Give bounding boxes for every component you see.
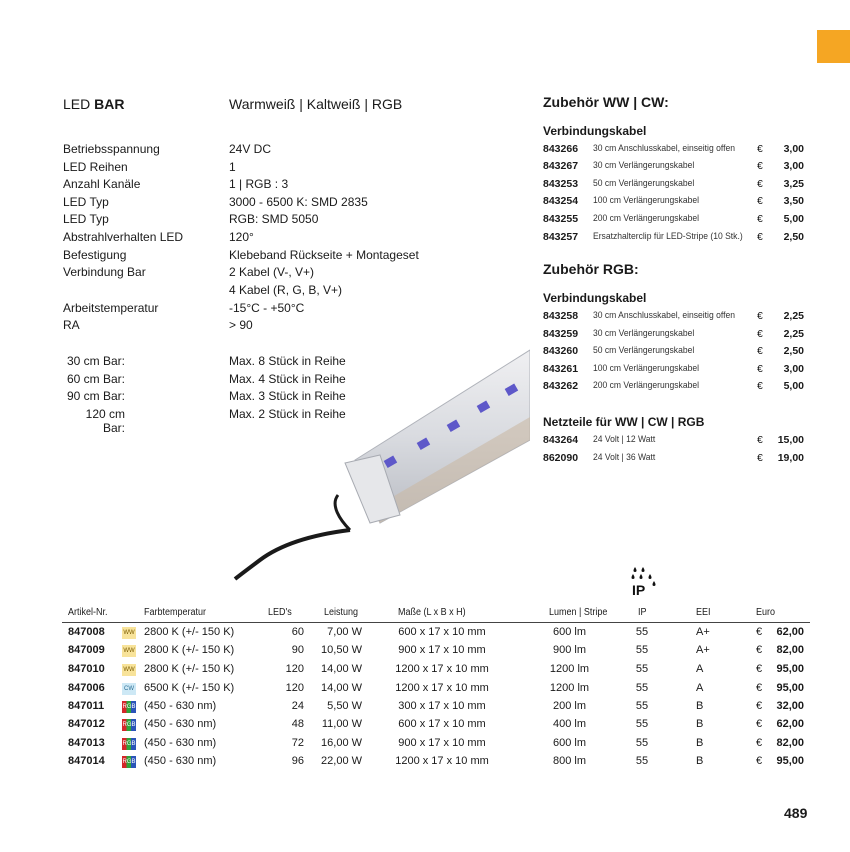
col-power-header: Leistung	[324, 607, 359, 618]
accessory-desc: 50 cm Verlängerungskabel	[593, 178, 695, 189]
table-row	[62, 680, 810, 698]
power: 16,00 W	[321, 737, 362, 749]
currency: €	[757, 143, 763, 155]
color-temp: (450 - 630 nm)	[144, 755, 217, 767]
led-count: 48	[291, 718, 304, 730]
table-row	[62, 753, 810, 771]
col-lumen-header: Lumen | Stripe	[549, 607, 608, 618]
ip-rating: 55	[635, 755, 649, 767]
accessory-price: 5,00	[783, 380, 804, 392]
ip-rating: 55	[635, 718, 649, 730]
power: 14,00 W	[321, 682, 362, 694]
price: 95,00	[776, 682, 804, 694]
col-color-temp-header: Farbtemperatur	[144, 607, 207, 618]
spec-label: Verbindung Bar	[63, 265, 146, 279]
currency: €	[757, 452, 763, 464]
power-supply-price: 15,00	[777, 434, 804, 446]
currency: €	[756, 718, 763, 730]
spec-row	[63, 212, 463, 228]
eei: A	[696, 682, 704, 694]
eei: B	[696, 700, 704, 712]
accessory-desc: 200 cm Verlängerungskabel	[593, 213, 700, 224]
article-number: 847014	[68, 755, 105, 767]
lumen: 1200 lm	[549, 663, 590, 675]
spec-row	[63, 283, 463, 299]
dimensions: 300 x 17 x 10 mm	[398, 700, 486, 712]
accessory-price: 3,00	[783, 363, 804, 375]
currency: €	[757, 160, 763, 172]
col-leds-header: LED's	[268, 607, 292, 618]
color-temp: (450 - 630 nm)	[144, 737, 217, 749]
color-badge: RGB	[122, 756, 136, 768]
price: 32,00	[776, 700, 804, 712]
col-euro-header: Euro	[756, 607, 776, 618]
accessories-ww-cw-subheading: Verbindungskabel	[543, 124, 647, 138]
power-supply-article: 862090	[543, 452, 579, 464]
bar-limit-value: Max. 8 Stück in Reihe	[229, 354, 346, 368]
table-row	[62, 698, 810, 716]
accessory-article: 843253	[543, 178, 579, 190]
color-badge: RGB	[122, 738, 136, 750]
accessory-article: 843258	[543, 310, 579, 322]
dimensions: 900 x 17 x 10 mm	[398, 644, 486, 656]
currency: €	[757, 345, 763, 357]
accessory-article: 843261	[543, 363, 579, 375]
spec-label: Arbeitstemperatur	[63, 301, 159, 315]
accessory-price: 2,50	[783, 345, 804, 357]
product-title-light: LED	[63, 96, 95, 112]
spec-value: 1 | RGB : 3	[229, 177, 289, 191]
lumen: 600 lm	[552, 737, 587, 749]
led-bar-product-image	[220, 345, 530, 585]
product-variants: Warmweiß | Kaltweiß | RGB	[229, 96, 403, 112]
spec-row	[63, 195, 463, 211]
color-badge: CW	[122, 683, 136, 695]
color-badge: RGB	[122, 701, 136, 713]
table-header	[62, 605, 810, 623]
currency: €	[757, 213, 763, 225]
accessory-desc: 30 cm Verlängerungskabel	[593, 328, 695, 339]
accessory-row	[543, 231, 808, 248]
bar-limit-label: 90 cm Bar:	[66, 389, 125, 403]
lumen: 1200 lm	[549, 682, 590, 694]
accessory-article: 843266	[543, 143, 579, 155]
accessory-article: 843267	[543, 160, 579, 172]
accessory-price: 2,50	[783, 231, 804, 243]
bar-limit-label: 30 cm Bar:	[66, 354, 125, 368]
led-count: 96	[291, 755, 304, 767]
spec-value: RGB: SMD 5050	[229, 212, 319, 226]
table-row	[62, 735, 810, 753]
spec-label: LED Typ	[63, 212, 109, 226]
accessory-price: 3,50	[783, 195, 804, 207]
accessory-desc: 30 cm Anschlusskabel, einseitig offen	[593, 143, 735, 154]
eei: B	[696, 755, 704, 767]
dimensions: 1200 x 17 x 10 mm	[395, 682, 489, 694]
power-supply-row	[543, 452, 808, 469]
led-count: 120	[285, 682, 304, 694]
power-supply-article: 843264	[543, 434, 579, 446]
accessory-price: 3,25	[783, 178, 804, 190]
accessory-article: 843262	[543, 380, 579, 392]
spec-row	[63, 230, 463, 246]
accessories-rgb-heading: Zubehör RGB:	[543, 261, 639, 277]
color-badge: WW	[122, 627, 136, 639]
price: 95,00	[776, 663, 804, 675]
power: 7,00 W	[327, 626, 362, 638]
accessory-row	[543, 380, 808, 397]
col-dims-header: Maße (L x B x H)	[398, 607, 466, 618]
spec-value: 120°	[229, 230, 254, 244]
accessory-price: 3,00	[783, 160, 804, 172]
accessory-row	[543, 328, 808, 345]
spec-label: LED Reihen	[63, 160, 128, 174]
spec-row	[63, 301, 463, 317]
accessory-article: 843259	[543, 328, 579, 340]
currency: €	[757, 231, 763, 243]
ip-icon-text: IP	[632, 582, 646, 597]
currency: €	[756, 700, 763, 712]
accessories-rgb-subheading: Verbindungskabel	[543, 291, 647, 305]
color-badge: WW	[122, 664, 136, 676]
price: 82,00	[776, 644, 804, 656]
accessory-row	[543, 310, 808, 327]
color-temp: 6500 K (+/- 150 K)	[144, 682, 235, 694]
accessory-article: 843255	[543, 213, 579, 225]
table-row	[62, 624, 810, 642]
article-number: 847012	[68, 718, 105, 730]
accessory-row	[543, 143, 808, 160]
accessory-desc: 100 cm Verlängerungskabel	[593, 195, 700, 206]
eei: A	[696, 663, 704, 675]
currency: €	[757, 178, 763, 190]
accessory-price: 3,00	[783, 143, 804, 155]
currency: €	[756, 626, 763, 638]
spec-value: -15°C - +50°C	[229, 301, 305, 315]
power-supply-desc: 24 Volt | 36 Watt	[593, 452, 656, 463]
article-number: 847013	[68, 737, 105, 749]
power: 5,50 W	[327, 700, 362, 712]
power-supply-desc: 24 Volt | 12 Watt	[593, 434, 656, 445]
spec-label: Betriebsspannung	[63, 142, 160, 156]
accessory-desc: 200 cm Verlängerungskabel	[593, 380, 700, 391]
dimensions: 900 x 17 x 10 mm	[398, 737, 486, 749]
currency: €	[756, 663, 763, 675]
currency: €	[757, 195, 763, 207]
accessory-row	[543, 160, 808, 177]
ip-rating: 55	[635, 737, 649, 749]
spec-label: Abstrahlverhalten LED	[63, 230, 184, 244]
bar-limit-label: 60 cm Bar:	[66, 372, 125, 386]
ip-rating: 55	[635, 700, 649, 712]
ip-rating: 55	[635, 663, 649, 675]
table-row	[62, 716, 810, 734]
article-number: 847008	[68, 626, 105, 638]
currency: €	[756, 755, 763, 767]
power-supplies-subheading: Netzteile für WW | CW | RGB	[543, 415, 705, 429]
bar-limit-value: Max. 3 Stück in Reihe	[229, 389, 346, 403]
accessory-desc: 50 cm Verlängerungskabel	[593, 345, 695, 356]
spec-value: 1	[229, 160, 236, 174]
dimensions: 600 x 17 x 10 mm	[398, 718, 486, 730]
accessory-desc: Ersatzhalterclip für LED-Stripe (10 Stk.)	[593, 231, 743, 242]
currency: €	[757, 434, 763, 446]
spec-value: 3000 - 6500 K: SMD 2835	[229, 195, 368, 209]
currency: €	[756, 682, 763, 694]
price: 62,00	[776, 718, 804, 730]
dimensions: 1200 x 17 x 10 mm	[395, 663, 489, 675]
led-count: 24	[291, 700, 304, 712]
ip-rating: 55	[635, 682, 649, 694]
lumen: 200 lm	[552, 700, 587, 712]
lumen: 800 lm	[552, 755, 587, 767]
lumen: 900 lm	[552, 644, 587, 656]
accessory-desc: 100 cm Verlängerungskabel	[593, 363, 700, 374]
accessory-row	[543, 213, 808, 230]
led-count: 120	[285, 663, 304, 675]
lumen: 400 lm	[552, 718, 587, 730]
bar-limit-value: Max. 2 Stück in Reihe	[229, 407, 346, 421]
spec-row	[63, 265, 463, 281]
dimensions: 600 x 17 x 10 mm	[398, 626, 486, 638]
price: 62,00	[776, 626, 804, 638]
power: 11,00 W	[321, 718, 362, 730]
spec-row	[63, 318, 463, 334]
accessories-ww-cw-heading: Zubehör WW | CW:	[543, 94, 669, 110]
accessory-article: 843254	[543, 195, 579, 207]
accessory-price: 5,00	[783, 213, 804, 225]
led-count: 90	[291, 644, 304, 656]
color-temp: (450 - 630 nm)	[144, 718, 217, 730]
spec-value: 4 Kabel (R, G, B, V+)	[229, 283, 343, 297]
color-temp: 2800 K (+/- 150 K)	[144, 644, 235, 656]
article-number: 847006	[68, 682, 105, 694]
power: 10,50 W	[321, 644, 362, 656]
currency: €	[756, 737, 763, 749]
accessory-price: 2,25	[783, 328, 804, 340]
spec-value: Klebeband Rückseite + Montageset	[229, 248, 419, 262]
currency: €	[757, 380, 763, 392]
article-number: 847011	[68, 700, 105, 712]
price: 82,00	[776, 737, 804, 749]
article-number: 847009	[68, 644, 105, 656]
accessory-row	[543, 345, 808, 362]
product-title	[63, 96, 124, 112]
accessory-desc: 30 cm Anschlusskabel, einseitig offen	[593, 310, 735, 321]
table-row	[62, 661, 810, 679]
eei: A+	[696, 626, 710, 638]
color-temp: (450 - 630 nm)	[144, 700, 217, 712]
spec-row	[63, 160, 463, 176]
led-count: 72	[291, 737, 304, 749]
currency: €	[757, 328, 763, 340]
col-ip-header: IP	[638, 607, 647, 618]
spec-label: LED Typ	[63, 195, 109, 209]
power: 14,00 W	[321, 663, 362, 675]
color-temp: 2800 K (+/- 150 K)	[144, 663, 235, 675]
article-number: 847010	[68, 663, 105, 675]
page-number: 489	[784, 805, 808, 821]
bar-limit-value: Max. 4 Stück in Reihe	[229, 372, 346, 386]
accessory-row	[543, 195, 808, 212]
dimensions: 1200 x 17 x 10 mm	[395, 755, 489, 767]
product-title-bold: BAR	[94, 96, 125, 112]
ip-water-drops-icon	[630, 565, 658, 597]
power: 22,00 W	[321, 755, 362, 767]
eei: B	[696, 737, 704, 749]
spec-row	[63, 248, 463, 264]
col-eei-header: EEI	[696, 607, 711, 618]
spec-row	[63, 142, 463, 158]
section-color-tab	[817, 30, 850, 63]
accessory-article: 843260	[543, 345, 579, 357]
lumen: 600 lm	[552, 626, 587, 638]
ip-rating: 55	[635, 626, 649, 638]
spec-value: 24V DC	[229, 142, 272, 156]
spec-value: 2 Kabel (V-, V+)	[229, 265, 315, 279]
eei: B	[696, 718, 704, 730]
spec-value: > 90	[229, 318, 253, 332]
accessory-article: 843257	[543, 231, 579, 243]
accessory-desc: 30 cm Verlängerungskabel	[593, 160, 695, 171]
accessory-row	[543, 178, 808, 195]
spec-row	[63, 177, 463, 193]
color-badge: WW	[122, 645, 136, 657]
ip-rating: 55	[635, 644, 649, 656]
power-supply-row	[543, 434, 808, 451]
led-count: 60	[291, 626, 304, 638]
spec-label: RA	[63, 318, 80, 332]
accessory-row	[543, 363, 808, 380]
spec-label: Befestigung	[63, 248, 127, 262]
currency: €	[757, 363, 763, 375]
bar-limit-label: 120 cm Bar:	[85, 407, 125, 435]
power-supply-price: 19,00	[777, 452, 804, 464]
price: 95,00	[776, 755, 804, 767]
color-temp: 2800 K (+/- 150 K)	[144, 626, 235, 638]
table-row	[62, 642, 810, 660]
col-article-header: Artikel-Nr.	[68, 607, 108, 618]
eei: A+	[696, 644, 710, 656]
accessory-price: 2,25	[783, 310, 804, 322]
spec-label: Anzahl Kanäle	[63, 177, 141, 191]
currency: €	[756, 644, 763, 656]
currency: €	[757, 310, 763, 322]
color-badge: RGB	[122, 719, 136, 731]
